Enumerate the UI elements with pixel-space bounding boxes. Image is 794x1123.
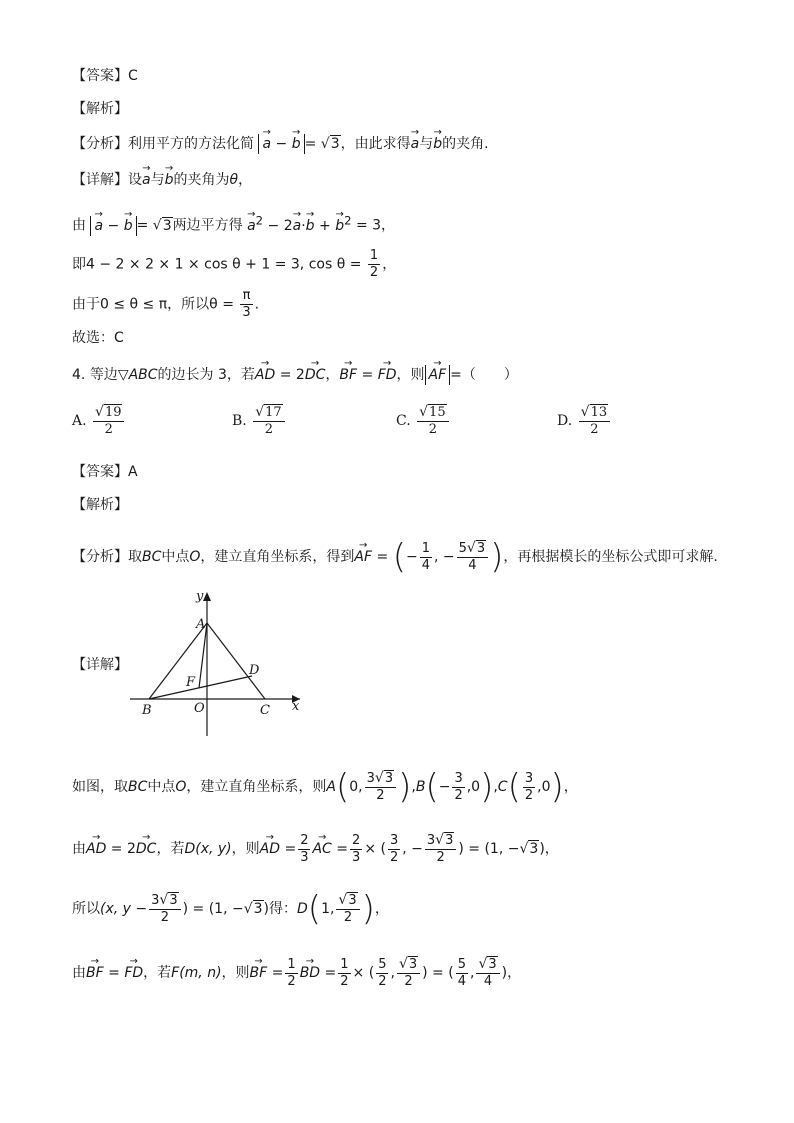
option-d: [557, 404, 612, 438]
text: ，建立直角坐标系，得到: [200, 549, 355, 565]
fraction: $\frac{2}{3}$: [300, 832, 309, 865]
vec-ad: → AD: [255, 365, 275, 385]
theta-eq: θ =: [209, 296, 234, 313]
text: 由: [72, 841, 86, 857]
option-label: B.: [232, 413, 247, 429]
vec-bf: → BF: [250, 963, 268, 983]
label-d: D: [249, 663, 260, 678]
text: 如图，取: [72, 779, 128, 795]
text: ，: [374, 901, 389, 917]
option-fraction: $\frac{√19}{2}$: [93, 404, 124, 438]
text: 与: [419, 136, 434, 152]
text: 利用平方的方法化简: [128, 136, 254, 152]
answer-tag: 【答案】: [72, 68, 128, 84]
vec-dc: → DC: [136, 839, 157, 859]
text: =: [331, 841, 349, 857]
text: .: [254, 296, 260, 313]
text: ) = (1, −: [182, 901, 244, 917]
analysis-heading-1: [72, 99, 128, 119]
text: ,: [390, 965, 395, 981]
choice-text: 故选：C: [72, 330, 124, 346]
text: =: [267, 965, 284, 981]
text: =: [280, 841, 297, 857]
vec-bf: → BF: [339, 365, 357, 385]
fraction: $\frac{√3}{2}$: [336, 892, 359, 926]
point-d-xy: D(x, y): [184, 841, 232, 857]
square-expansion: → $a^2 - 2\to a\cdot\to b$ + → $b^2$: [247, 218, 351, 234]
analysis-tag: 【解析】: [72, 101, 128, 117]
text: 与: [150, 172, 165, 188]
label-o: O: [194, 701, 205, 716]
text: , −: [402, 841, 423, 857]
fraction: $\frac{√3}{2}$: [397, 956, 420, 990]
fraction: $\frac{1}{2}$: [340, 956, 349, 989]
sqrt-sign: √: [320, 136, 330, 152]
text: =: [304, 136, 321, 152]
vec-bf: → BF: [86, 963, 104, 983]
fraction: $\frac{3√3}{2}$: [365, 770, 396, 804]
coord-vector: − $\frac{1}{4}$ , − $\frac{5√3}{4}$: [406, 549, 490, 565]
text: 两边平方得: [172, 217, 243, 234]
text: ，则: [221, 965, 250, 981]
fraction: $\frac{5}{2}$: [378, 956, 387, 989]
line-ji: [72, 248, 396, 281]
inequality: 0 ≤ θ ≤ π: [100, 296, 168, 313]
line-d: 由→ AD = 2→ DC，若D(x, y)，则→ AD = $\frac{2}{3}$ → AC = $\frac{2}{3}$ × ( $\frac{3}{2}$ , − $\frac{3√3}{2}$ ) = (1, −√3)，: [72, 832, 559, 866]
fraction: $\frac{3}{2}$: [389, 832, 399, 865]
fraction: $\frac{3}{2}$: [524, 770, 534, 803]
point-f-mn: F(m, n): [171, 965, 222, 981]
vec-fd: → FD: [124, 963, 143, 983]
point-c: C: [497, 779, 508, 795]
sqrt-value: 3: [529, 841, 539, 857]
fraction: $\frac{\pi}{3}$: [242, 288, 251, 320]
option-fraction: $\frac{√13}{2}$: [579, 404, 610, 438]
option-fraction: $\frac{√15}{2}$: [417, 404, 448, 438]
text: 中点: [147, 779, 176, 795]
fraction: $\frac{√3}{4}$: [476, 956, 499, 990]
text: ) = (1, −: [458, 841, 520, 857]
text: ，若: [156, 841, 185, 857]
text: ,0: [466, 779, 481, 795]
sqrt-sign: √: [152, 217, 162, 234]
vec-ad: → AD: [86, 839, 106, 859]
analysis-heading-2: [72, 495, 128, 515]
text: 的夹角为: [173, 172, 230, 188]
text: 由: [72, 217, 86, 234]
text: 设: [128, 172, 142, 188]
text: ，所以: [167, 296, 210, 313]
answer-line-1: [72, 66, 138, 86]
question-number: 4.: [72, 367, 86, 383]
text: ，: [238, 172, 253, 188]
sqrt-value: 3: [253, 901, 263, 917]
answer-value: C: [128, 68, 138, 84]
text: ，则: [231, 841, 260, 857]
option-label: A.: [72, 413, 87, 429]
abs-a-minus-b: → a − → b: [258, 134, 304, 154]
option-b: [232, 404, 287, 438]
answer-tag: 【答案】: [72, 464, 128, 480]
fenxi-line-1: [72, 134, 489, 154]
label-x: x: [292, 699, 300, 714]
text: = 2: [275, 367, 305, 383]
vec-ad: → AD: [260, 839, 280, 859]
text: ): [263, 901, 270, 917]
fraction: $\frac{3√3}{2}$: [149, 892, 180, 926]
label-b: B: [142, 703, 152, 718]
option-label: D.: [557, 413, 573, 429]
segment-bc: BC: [142, 549, 162, 565]
text: =（ ）: [450, 367, 518, 383]
point-d: D: [297, 901, 308, 917]
fraction: $\frac{5}{4}$: [457, 956, 466, 989]
fenxi-tag: 【分析】: [72, 136, 128, 152]
abs-af: → AF: [425, 365, 451, 385]
text: × (: [352, 965, 375, 981]
option-c: [396, 404, 451, 438]
text: 由: [72, 965, 86, 981]
point-o: O: [175, 779, 187, 795]
text: =: [372, 549, 389, 565]
text: ，则: [396, 367, 425, 383]
question-4: [72, 365, 518, 385]
text: 取: [128, 549, 142, 565]
equation: 4 − 2 × 2 × 1 × cos θ + 1 = 3, cos θ =: [86, 256, 362, 273]
vec-a: → a: [411, 134, 420, 154]
text: (x, y −: [100, 901, 148, 917]
vec-a: → a: [142, 170, 151, 190]
point-a: A: [326, 779, 336, 795]
text: =: [136, 217, 153, 234]
text: 中点: [161, 549, 190, 565]
text: 得：: [269, 901, 298, 917]
theta: θ: [229, 172, 239, 188]
label-f: F: [186, 675, 196, 690]
answer-line-2: [72, 462, 138, 482]
text: )，: [539, 841, 559, 857]
sqrt-value: 3: [330, 136, 340, 152]
choice-line-1: [72, 328, 124, 348]
fraction: $\frac{2}{3}$: [352, 832, 361, 865]
text: ，建立直角坐标系，则: [186, 779, 327, 795]
text: =: [320, 965, 337, 981]
text: ,0: [537, 779, 551, 795]
text: 的边长为 3，若: [157, 367, 255, 383]
line-f: [72, 956, 521, 990]
line-you: [72, 210, 395, 236]
text: ，: [382, 256, 397, 273]
vec-b: → b: [165, 170, 174, 190]
text: ，若: [143, 965, 172, 981]
text: 等边: [89, 367, 118, 383]
text: 即: [72, 256, 86, 273]
vec-dc: → DC: [305, 365, 326, 385]
text: ，: [325, 367, 340, 383]
fraction: $\frac{1}{2}$: [369, 248, 379, 280]
text: − 2: [267, 217, 293, 234]
text: × (: [364, 841, 386, 857]
analysis-tag: 【解析】: [72, 497, 128, 513]
xiangjie-tag: 【详解】: [72, 657, 128, 673]
fraction: $\frac{1}{2}$: [287, 956, 296, 989]
text: = 2: [106, 841, 136, 857]
text: ，再根据模长的坐标公式即可求解.: [503, 549, 718, 565]
text: ，: [563, 779, 578, 795]
text: =: [357, 367, 378, 383]
xiangjie-line-1: [72, 170, 252, 190]
option-label: C.: [396, 413, 411, 429]
xiangjie-tag: 【详解】: [72, 172, 128, 188]
text: ) = (: [422, 965, 454, 981]
text: = 3，: [351, 217, 396, 234]
text: 所以: [72, 901, 100, 917]
text: 由于: [72, 296, 100, 313]
triangle: ▽ABC: [117, 367, 158, 383]
point-o: O: [189, 549, 201, 565]
option-a: [72, 404, 126, 438]
label-a: A: [196, 617, 206, 632]
vec-af: → AF: [354, 547, 372, 567]
text: 的夹角.: [442, 136, 489, 152]
text: )，: [501, 965, 522, 981]
option-fraction: $\frac{√17}{2}$: [253, 404, 284, 438]
text: ，由此求得: [340, 136, 411, 152]
vec-ac: → AC: [312, 839, 331, 859]
fraction: $\frac{3}{2}$: [454, 770, 463, 803]
triangle-figure: [120, 588, 310, 738]
text: ,: [469, 965, 475, 981]
fenxi-tag: 【分析】: [72, 549, 128, 565]
vec-b: → b: [433, 134, 442, 154]
vec-fd: → FD: [378, 365, 397, 385]
line-so: 所以(x, y − $\frac{3√3}{2}$ ) = (1, −√3)得：D(1, $\frac{√3}{2}$ )，: [72, 889, 389, 929]
side-ac: [207, 623, 265, 699]
fraction: $\frac{3√3}{2}$: [425, 832, 456, 866]
point-b: B: [415, 779, 426, 795]
label-y: y: [196, 589, 204, 604]
answer-value: A: [128, 464, 138, 480]
y-axis-arrow: [203, 592, 211, 601]
segment-bc: BC: [128, 779, 148, 795]
label-c: C: [260, 703, 270, 718]
sqrt-value: 3: [162, 217, 172, 234]
line-range: [72, 288, 259, 321]
vec-bd: → BD: [300, 963, 320, 983]
fenxi-line-2: 【分析】取BC中点O，建立直角坐标系，得到→ AF = (− $\frac{1}{4}$ , − $\frac{5√3}{4}$ )，再根据模长的坐标公式即可求解.: [72, 540, 718, 574]
text: 0,: [349, 779, 363, 795]
text: 1,: [321, 901, 335, 917]
abs-a-minus-b: → a − → b: [90, 216, 136, 236]
line-coords: 如图，取BC中点O，建立直角坐标系，则A(0, $\frac{3√3}{2}$ ),B(− $\frac{3}{2}$ ,0),C( $\frac{3}{2}$ ,0)，: [72, 767, 578, 807]
text: =: [103, 965, 125, 981]
